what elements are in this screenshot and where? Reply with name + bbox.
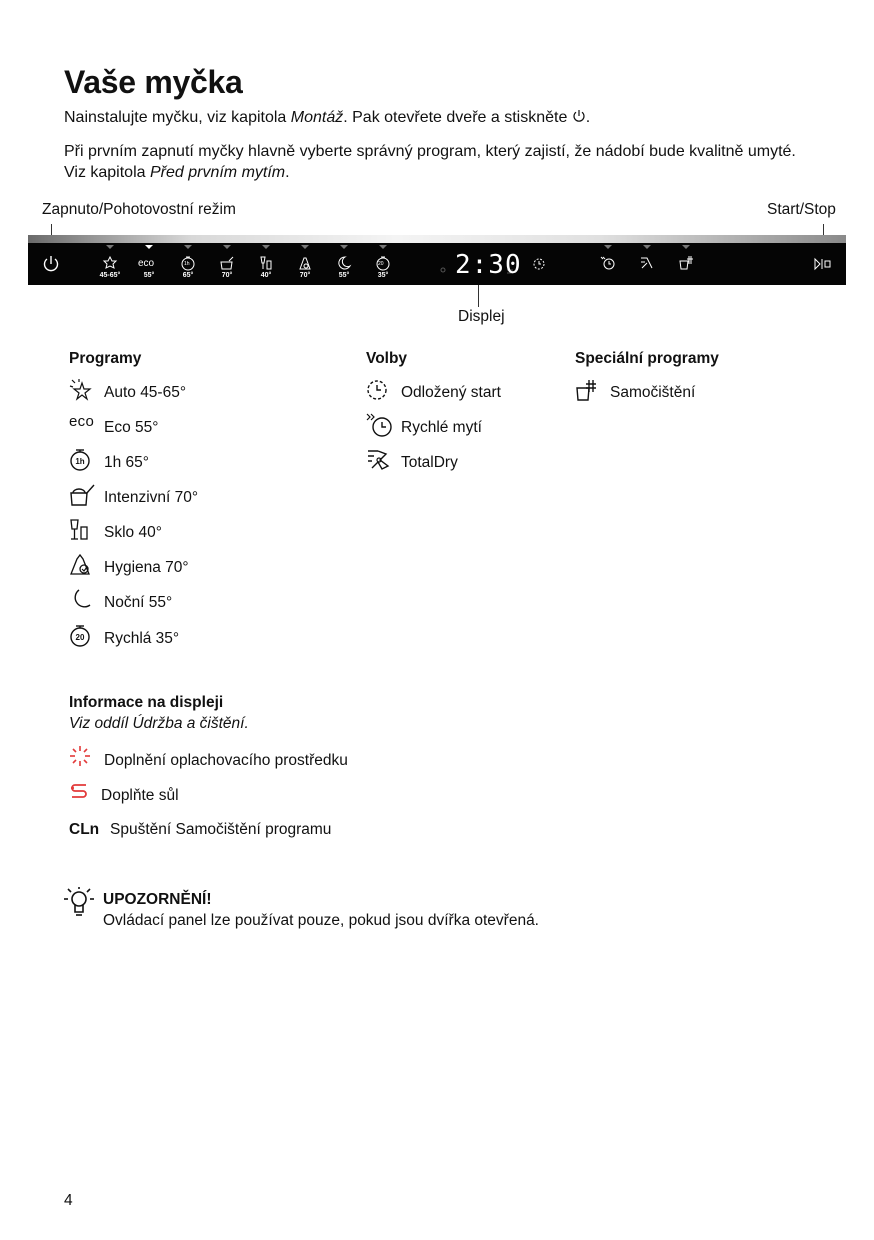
eco-icon: eco bbox=[138, 258, 155, 269]
option-indicator bbox=[643, 245, 651, 249]
rinse-aid-icon bbox=[69, 745, 91, 767]
intro-paragraph-2 bbox=[64, 141, 834, 183]
timer-1h-text: 1h bbox=[75, 457, 85, 466]
program-indicator bbox=[106, 245, 114, 249]
warning-title: UPOZORNĚNÍ! bbox=[103, 891, 212, 908]
quick-wash-icon bbox=[366, 413, 394, 439]
timer-20-text: 20 bbox=[378, 261, 384, 267]
timer-1h-text: 1h bbox=[184, 261, 190, 267]
display-time: 2:30 bbox=[455, 250, 522, 280]
program-label: Intenzivní 70° bbox=[104, 489, 199, 506]
salt-icon bbox=[69, 780, 91, 802]
quick-wash-button[interactable] bbox=[593, 243, 623, 285]
power-icon bbox=[42, 255, 60, 273]
program-button-auto[interactable] bbox=[95, 243, 125, 285]
program-label: Noční 55° bbox=[104, 594, 173, 611]
program-button-hygiene[interactable] bbox=[290, 243, 320, 285]
power-button[interactable] bbox=[36, 243, 66, 285]
intro-text: Nainstalujte myčku, viz kapitola bbox=[64, 109, 291, 126]
self-clean-icon bbox=[575, 378, 601, 404]
special-heading: Speciální programy bbox=[575, 350, 719, 367]
warning-text: Ovládací panel lze používat pouze, pokud jsou dvířka otevřená. bbox=[103, 912, 539, 929]
program-label: Eco 55° bbox=[104, 419, 159, 436]
option-indicator bbox=[604, 245, 612, 249]
lightbulb-icon bbox=[62, 886, 96, 922]
pot-icon bbox=[219, 255, 235, 271]
program-button-quick[interactable] bbox=[368, 243, 398, 285]
program-indicator-selected bbox=[145, 245, 153, 249]
moon-icon bbox=[69, 588, 93, 612]
option-label: TotalDry bbox=[401, 454, 458, 471]
panel-top-edge bbox=[28, 235, 846, 243]
start-stop-label: Start/Stop bbox=[767, 201, 836, 218]
montaz-reference: Montáž bbox=[290, 109, 344, 126]
delay-start-icon bbox=[532, 257, 546, 271]
pot-icon bbox=[69, 483, 95, 509]
timer-20-icon bbox=[69, 624, 93, 648]
hygiene-icon bbox=[297, 255, 313, 271]
first-use-reference: Před prvním mytím bbox=[149, 164, 286, 181]
program-temp: 35° bbox=[377, 272, 389, 279]
option-label: Odložený start bbox=[401, 384, 501, 401]
display-label: Displej bbox=[458, 308, 505, 325]
intro-text: . Pak otevřete dveře a stiskněte bbox=[343, 109, 572, 126]
program-button-night[interactable] bbox=[329, 243, 359, 285]
program-button-eco[interactable] bbox=[134, 243, 164, 285]
rinse-aid-indicator-icon bbox=[439, 266, 447, 274]
programs-heading: Programy bbox=[69, 350, 142, 367]
program-label: Hygiena 70° bbox=[104, 559, 189, 576]
salt-label: Doplňte sůl bbox=[101, 787, 179, 804]
intro-text: . bbox=[585, 109, 591, 126]
intro-text: Při prvním zapnutí myčky hlavně vyberte správný program, který zajistí, že nádobí bude kvalitně umyté. bbox=[64, 143, 796, 160]
play-pause-icon bbox=[814, 257, 832, 271]
auto-icon bbox=[69, 378, 95, 404]
program-temp: 45-65° bbox=[99, 272, 121, 279]
rinse-aid-label: Doplnění oplachovacího prostředku bbox=[104, 752, 348, 769]
hygiene-icon bbox=[69, 553, 95, 579]
intro-paragraph-1 bbox=[64, 107, 834, 128]
program-indicator bbox=[184, 245, 192, 249]
delay-start-button[interactable] bbox=[524, 243, 554, 285]
power-label: Zapnuto/Pohotovostní režim bbox=[42, 201, 236, 218]
glass-icon bbox=[258, 255, 274, 271]
program-label: Sklo 40° bbox=[104, 524, 162, 541]
timer-20-text: 20 bbox=[75, 633, 85, 642]
intro-text: . bbox=[285, 164, 290, 181]
display-info-heading: Informace na displeji bbox=[69, 694, 224, 711]
totaldry-button[interactable] bbox=[632, 243, 662, 285]
power-icon bbox=[572, 109, 586, 123]
program-indicator bbox=[262, 245, 270, 249]
delay-start-icon bbox=[366, 378, 390, 402]
display-info-subheading: Viz oddíl Údržba a čištění. bbox=[69, 715, 249, 732]
program-indicator bbox=[379, 245, 387, 249]
timer-1h-icon bbox=[69, 448, 93, 472]
page-title: Vaše myčka bbox=[64, 64, 243, 100]
program-indicator bbox=[340, 245, 348, 249]
intro-text: Viz kapitola bbox=[64, 164, 150, 181]
control-panel bbox=[28, 243, 846, 285]
start-stop-button[interactable] bbox=[808, 243, 838, 285]
totaldry-icon bbox=[639, 255, 655, 271]
program-label: 1h 65° bbox=[104, 454, 149, 471]
program-label: Auto 45-65° bbox=[104, 384, 187, 401]
options-heading: Volby bbox=[366, 350, 408, 367]
program-temp: 70° bbox=[221, 272, 233, 279]
cln-label: Spuštění Samočištění programu bbox=[110, 821, 332, 838]
special-label: Samočištění bbox=[610, 384, 696, 401]
program-button-1h[interactable] bbox=[173, 243, 203, 285]
program-temp: 55° bbox=[338, 272, 350, 279]
self-clean-icon bbox=[678, 255, 694, 271]
program-temp: 65° bbox=[182, 272, 194, 279]
totaldry-icon bbox=[366, 448, 392, 474]
eco-icon: eco bbox=[69, 413, 95, 430]
glass-icon bbox=[69, 518, 93, 542]
auto-icon bbox=[102, 255, 118, 271]
option-label: Rychlé mytí bbox=[401, 419, 482, 436]
option-indicator bbox=[682, 245, 690, 249]
program-label: Rychlá 35° bbox=[104, 630, 180, 647]
display-leader-line bbox=[478, 285, 479, 307]
program-button-glass[interactable] bbox=[251, 243, 281, 285]
quick-wash-icon bbox=[600, 255, 616, 271]
program-temp: 40° bbox=[260, 272, 272, 279]
program-temp: 70° bbox=[299, 272, 311, 279]
cln-code: CLn bbox=[69, 821, 100, 838]
program-indicator bbox=[301, 245, 309, 249]
program-button-intensive[interactable] bbox=[212, 243, 242, 285]
moon-icon bbox=[336, 255, 352, 271]
program-temp: 55° bbox=[143, 272, 155, 279]
self-clean-button[interactable] bbox=[671, 243, 701, 285]
page-number: 4 bbox=[64, 1192, 73, 1209]
program-indicator bbox=[223, 245, 231, 249]
